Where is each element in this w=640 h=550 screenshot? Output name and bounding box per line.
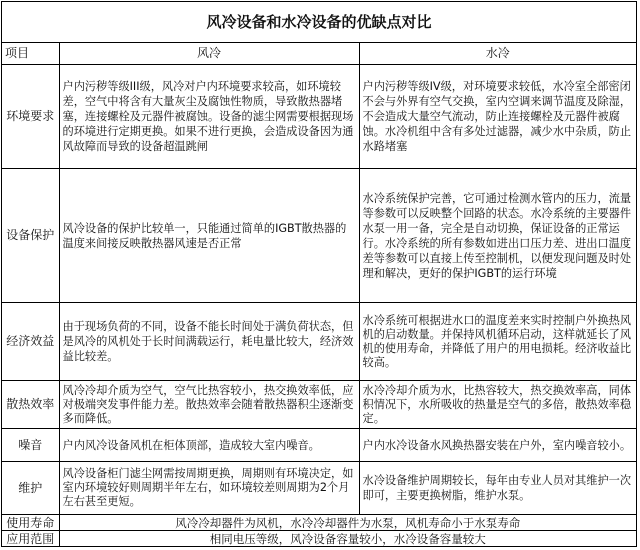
application-cell: 相同电压等级，风冷设备容量较小，水冷设备容量较大 [59, 531, 636, 547]
row-item-noise: 噪音 [2, 429, 59, 462]
table-row [2, 515, 636, 531]
table-row [2, 381, 636, 429]
water-cell-protection: 水冷系统保护完善，它可通过检测水管内的压力，流量等参数可以反映整个回路的状态。水冷系统的主要器件水泵一用一备，完全是自动切换，保证设备的正常运行。水冷系统的所有参数如进出口压力差、进出口温度差等参数可以直接上传至控制机，以便发现问题及时处理和解决，更好的保护IGBT的运行环境 [359, 169, 636, 303]
table-row [2, 303, 636, 381]
row-item-economy: 经济效益 [2, 303, 59, 381]
air-cell-economy: 由于现场负荷的不同，设备不能长时间处于满负荷状态，但是风冷的风机处于长时间满载运行，耗电量比较大，经济效益比较差。 [59, 303, 359, 381]
row-item-lifespan: 使用寿命 [2, 515, 59, 531]
table-row [2, 169, 636, 303]
header-water-cooling: 水冷 [359, 43, 636, 65]
document-title: 风冷设备和水冷设备的优缺点对比 [2, 2, 636, 43]
water-cell-noise: 户内水冷设备水风换热器安装在户外，室内噪音较小。 [359, 429, 636, 462]
air-cell-maintenance: 风冷设备柜门滤尘网需按周期更换，周期则有环境决定，如室内环境较好则周期半年左右，如环境较差则周期为2个月左右甚至更短。 [59, 462, 359, 515]
table-header-row [2, 43, 636, 65]
table-row [2, 65, 636, 169]
table-row [2, 531, 636, 547]
air-cell-protection: 风冷设备的保护比较单一，只能通过简单的IGBT散热器的温度来间接反映散热器风速是否正常 [59, 169, 359, 303]
comparison-table [2, 42, 636, 547]
row-item-application: 应用范围 [2, 531, 59, 547]
row-item-efficiency: 散热效率 [2, 381, 59, 429]
water-cell-maintenance: 水冷设备维护周期较长，每年由专业人员对其维护一次即可，主要更换树脂，维护水泵。 [359, 462, 636, 515]
row-item-maintenance: 维护 [2, 462, 59, 515]
air-cell-environment: 户内污秽等级III级，风冷对户内环境要求较高，如环境较差，空气中将含有大量灰尘及腐蚀性物质，导致散热器堵塞，连接螺栓及元器件被腐蚀。设备的滤尘网需要根据现场的环境进行定期更换。如果不进行更换，会造成设备因为通风故障而导致的设备超温跳闸 [59, 65, 359, 169]
header-air-cooling: 风冷 [59, 43, 359, 65]
air-cell-noise: 户内风冷设备风机在柜体顶部，造成较大室内噪音。 [59, 429, 359, 462]
table-row [2, 429, 636, 462]
header-item: 项目 [2, 43, 59, 65]
comparison-document [1, 1, 637, 547]
row-item-environment: 环境要求 [2, 65, 59, 169]
air-cell-efficiency: 风冷冷却介质为空气，空气比热容较小，热交换效率低，应对极端突发事件能力差。散热效率会随着散热器积尘逐渐变多而降低。 [59, 381, 359, 429]
table-row [2, 462, 636, 515]
lifespan-cell: 风冷冷却器件为风机，水冷冷却器件为水泵，风机寿命小于水泵寿命 [59, 515, 636, 531]
water-cell-efficiency: 水冷冷却介质为水，比热容较大，热交换效率高，同体积情况下，水所吸收的热量是空气的多倍，散热效率稳定。 [359, 381, 636, 429]
water-cell-economy: 水冷系统可根据进水口的温度差来实时控制户外换热风机的启动数量。并保持风机循环启动，这样就延长了风机的使用寿命，并降低了用户的用电损耗。经济收益比较高。 [359, 303, 636, 381]
row-item-protection: 设备保护 [2, 169, 59, 303]
water-cell-environment: 户内污秽等级IV级，对环境要求较低，水冷室全部密闭不会与外界有空气交换，室内空调来调节温度及除湿，不会造成大量空气流动，防止连接螺栓及元器件被腐蚀。水冷机组中含有多处过滤器，减少水中杂质，防止水路堵塞 [359, 65, 636, 169]
